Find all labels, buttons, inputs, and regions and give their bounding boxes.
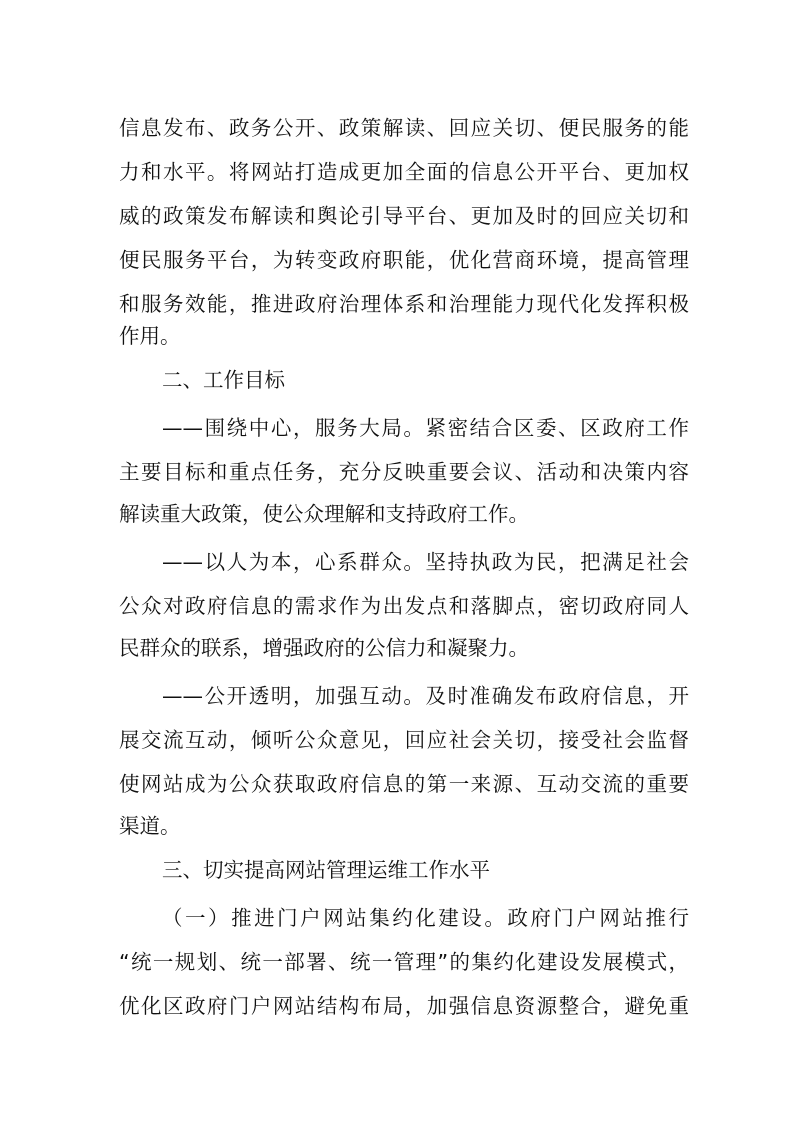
paragraph-line: 使网站成为公众获取政府信息的第一来源、互动交流的重要 <box>119 772 689 796</box>
paragraph-line: 民群众的联系，增强政府的公信力和凝聚力。 <box>119 636 529 660</box>
paragraph-line: 优化区政府门户网站结构布局，加强信息资源整合，避免重 <box>119 994 689 1018</box>
paragraph-line: ——公开透明，加强互动。及时准确发布政府信息，开 <box>162 684 689 708</box>
paragraph-line: 主要目标和重点任务，充分反映重要会议、活动和决策内容 <box>119 460 689 484</box>
paragraph-line: 作用。 <box>119 324 181 348</box>
paragraph-line: ——以人为本，心系群众。坚持执政为民，把满足社会 <box>162 550 689 574</box>
paragraph-line: 威的政策发布解读和舆论引导平台、更加及时的回应关切和 <box>119 204 689 228</box>
paragraph-line: 和服务效能，推进政府治理体系和治理能力现代化发挥积极 <box>119 292 689 316</box>
paragraph-line: 解读重大政策，使公众理解和支持政府工作。 <box>119 502 529 526</box>
paragraph-line: 公众对政府信息的需求作为出发点和落脚点，密切政府同人 <box>119 594 689 618</box>
paragraph-line: 展交流互动，倾听公众意见，回应社会关切，接受社会监督 <box>119 728 689 752</box>
paragraph-line: “统一规划、统一部署、统一管理”的集约化建设发展模式， <box>119 950 689 974</box>
section-heading-3: 三、切实提高网站管理运维工作水平 <box>162 858 490 882</box>
paragraph-line: 便民服务平台，为转变政府职能，优化营商环境，提高管理 <box>119 248 689 272</box>
paragraph-line: 力和水平。将网站打造成更加全面的信息公开平台、更加权 <box>119 160 689 184</box>
paragraph-line: ——围绕中心，服务大局。紧密结合区委、区政府工作 <box>162 416 689 440</box>
paragraph-line: 信息发布、政务公开、政策解读、回应关切、便民服务的能 <box>119 116 689 140</box>
paragraph-line: 渠道。 <box>119 814 181 838</box>
paragraph-line: （一）推进门户网站集约化建设。政府门户网站推行 <box>162 906 689 930</box>
section-heading-2: 二、工作目标 <box>162 368 285 392</box>
